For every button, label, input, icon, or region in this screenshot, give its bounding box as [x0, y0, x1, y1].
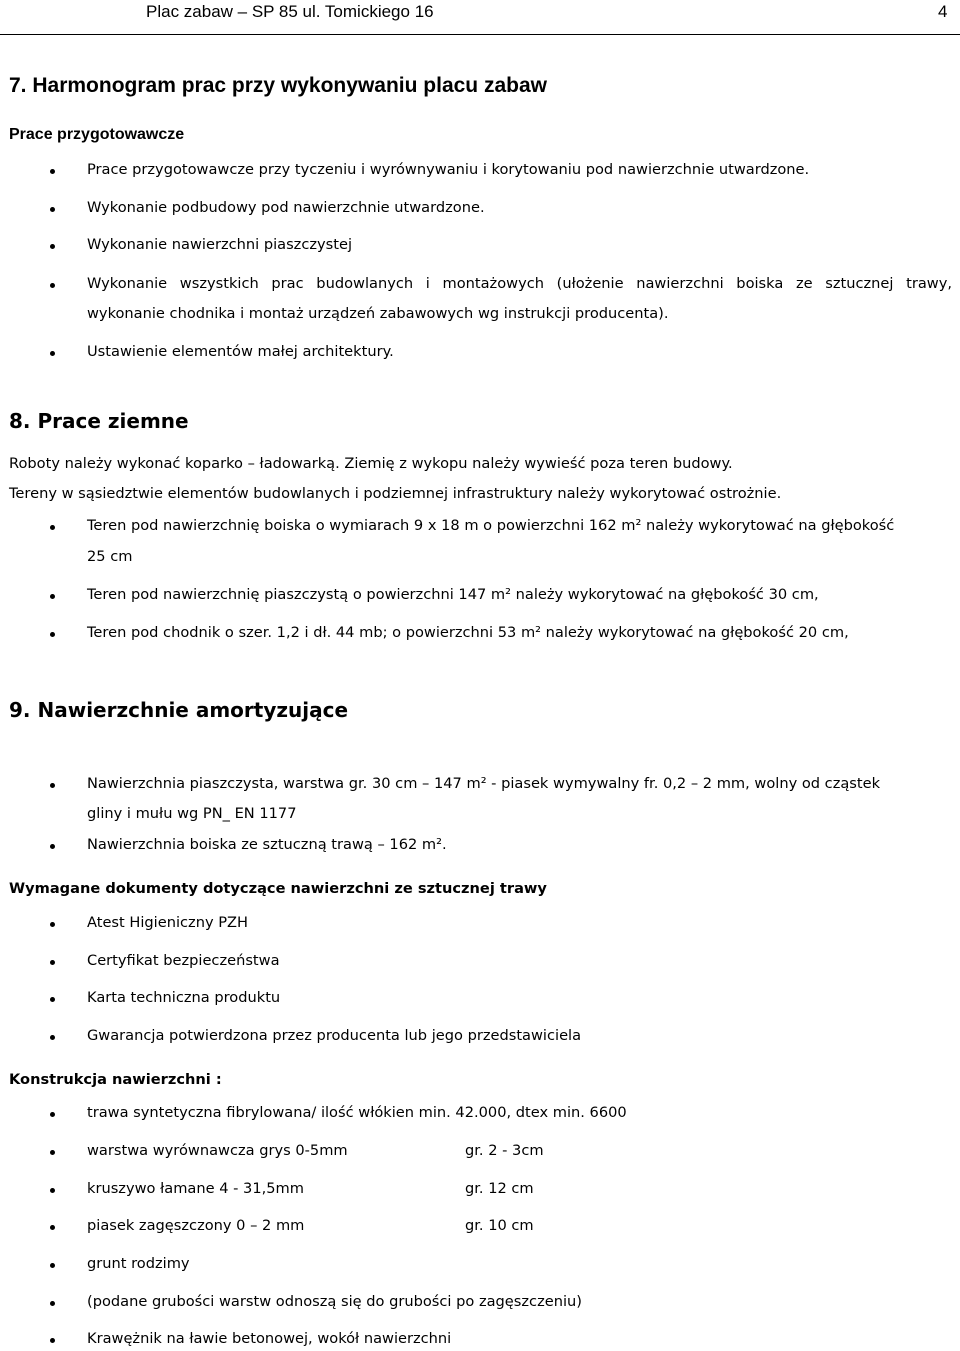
list-item-continuation: 25 cm	[87, 548, 133, 565]
list-item: Teren pod nawierzchnię piaszczystą o powierzchni 147 m² należy wykorytować na głębokość 30 cm,	[87, 586, 819, 603]
bullet	[50, 1338, 55, 1343]
list-item: Nawierzchnia piaszczysta, warstwa gr. 30 cm – 147 m² - piasek wymywalny fr. 0,2 – 2 mm, wolny od cząstek	[87, 775, 881, 792]
header-title: Plac zabaw – SP 85 ul. Tomickiego 16	[146, 2, 434, 21]
list-item: Karta techniczna produktu	[87, 989, 281, 1006]
layer-item: warstwa wyrównawcza grys 0-5mm	[87, 1142, 348, 1159]
list-item: Wykonanie podbudowy pod nawierzchnie utwardzone.	[87, 199, 485, 216]
section-9-heading: 9. Nawierzchnie amortyzujące	[9, 698, 349, 722]
page-number: 4	[938, 2, 948, 21]
bullet	[50, 351, 55, 356]
section-7-heading: 7. Harmonogram prac przy wykonywaniu placu zabaw	[9, 74, 547, 97]
list-item: Gwarancja potwierdzona przez producenta lub jego przedstawiciela	[87, 1027, 582, 1044]
layer-item: grunt rodzimy	[87, 1255, 190, 1272]
list-item: Teren pod chodnik o szer. 1,2 i dł. 44 mb; o powierzchni 53 m² należy wykorytować na głębokość 20 cm,	[87, 624, 849, 641]
bullet	[50, 1225, 55, 1230]
section-8-heading: 8. Prace ziemne	[9, 409, 189, 433]
list-item: Wykonanie wszystkich prac budowlanych i montażowych (ułożenie nawierzchni boiska ze sztucznej trawy,	[87, 275, 952, 292]
list-item: Wykonanie nawierzchni piaszczystej	[87, 236, 353, 253]
construction-heading: Konstrukcja nawierzchni :	[9, 1071, 222, 1088]
paragraph: Tereny w sąsiedztwie elementów budowlanych i podziemnej infrastruktury należy wykorytować ostrożnie.	[9, 485, 782, 502]
section-7-subheading: Prace przygotowawcze	[9, 126, 185, 143]
bullet	[50, 169, 55, 174]
list-item: Teren pod nawierzchnię boiska o wymiarach 9 x 18 m o powierzchni 162 m² należy wykorytować na głębokość	[87, 517, 895, 534]
list-item-continuation: gliny i mułu wg PN_ EN 1177	[87, 805, 297, 822]
layer-thickness: gr. 10 cm	[465, 1217, 534, 1234]
bullet	[50, 1188, 55, 1193]
list-item-continuation: wykonanie chodnika i montaż urządzeń zabawowych wg instrukcji producenta).	[87, 305, 669, 322]
layer-item: Krawężnik na ławie betonowej, wokół nawierzchni	[87, 1330, 452, 1347]
bullet	[50, 922, 55, 927]
layer-item: kruszywo łamane 4 - 31,5mm	[87, 1180, 304, 1197]
layer-thickness: gr. 12 cm	[465, 1180, 534, 1197]
bullet	[50, 244, 55, 249]
layer-item: piasek zagęszczony 0 – 2 mm	[87, 1217, 305, 1234]
list-item: Certyfikat bezpieczeństwa	[87, 952, 280, 969]
paragraph: Roboty należy wykonać koparko – ładowarką. Ziemię z wykopu należy wywieść poza teren budowy.	[9, 455, 733, 472]
list-item: Atest Higieniczny PZH	[87, 914, 249, 931]
list-item: Ustawienie elementów małej architektury.	[87, 343, 394, 360]
bullet	[50, 525, 55, 530]
bullet	[50, 997, 55, 1002]
bullet	[50, 1035, 55, 1040]
bullet	[50, 283, 55, 288]
list-item: Prace przygotowawcze przy tyczeniu i wyrównywaniu i korytowaniu pod nawierzchnie utwardzone.	[87, 161, 810, 178]
bullet	[50, 1263, 55, 1268]
bullet	[50, 960, 55, 965]
layer-item: trawa syntetyczna fibrylowana/ ilość włókien min. 42.000, dtex min. 6600	[87, 1104, 627, 1121]
page-header	[0, 0, 960, 35]
documents-heading: Wymagane dokumenty dotyczące nawierzchni ze sztucznej trawy	[9, 880, 547, 897]
layer-thickness: gr. 2 - 3cm	[465, 1142, 544, 1159]
bullet	[50, 594, 55, 599]
layer-note: (podane grubości warstw odnoszą się do grubości po zagęszczeniu)	[87, 1293, 582, 1310]
list-item: Nawierzchnia boiska ze sztuczną trawą – 162 m².	[87, 836, 447, 853]
bullet	[50, 632, 55, 637]
bullet	[50, 1150, 55, 1155]
bullet	[50, 1112, 55, 1117]
bullet	[50, 783, 55, 788]
bullet	[50, 1301, 55, 1306]
bullet	[50, 207, 55, 212]
bullet	[50, 844, 55, 849]
